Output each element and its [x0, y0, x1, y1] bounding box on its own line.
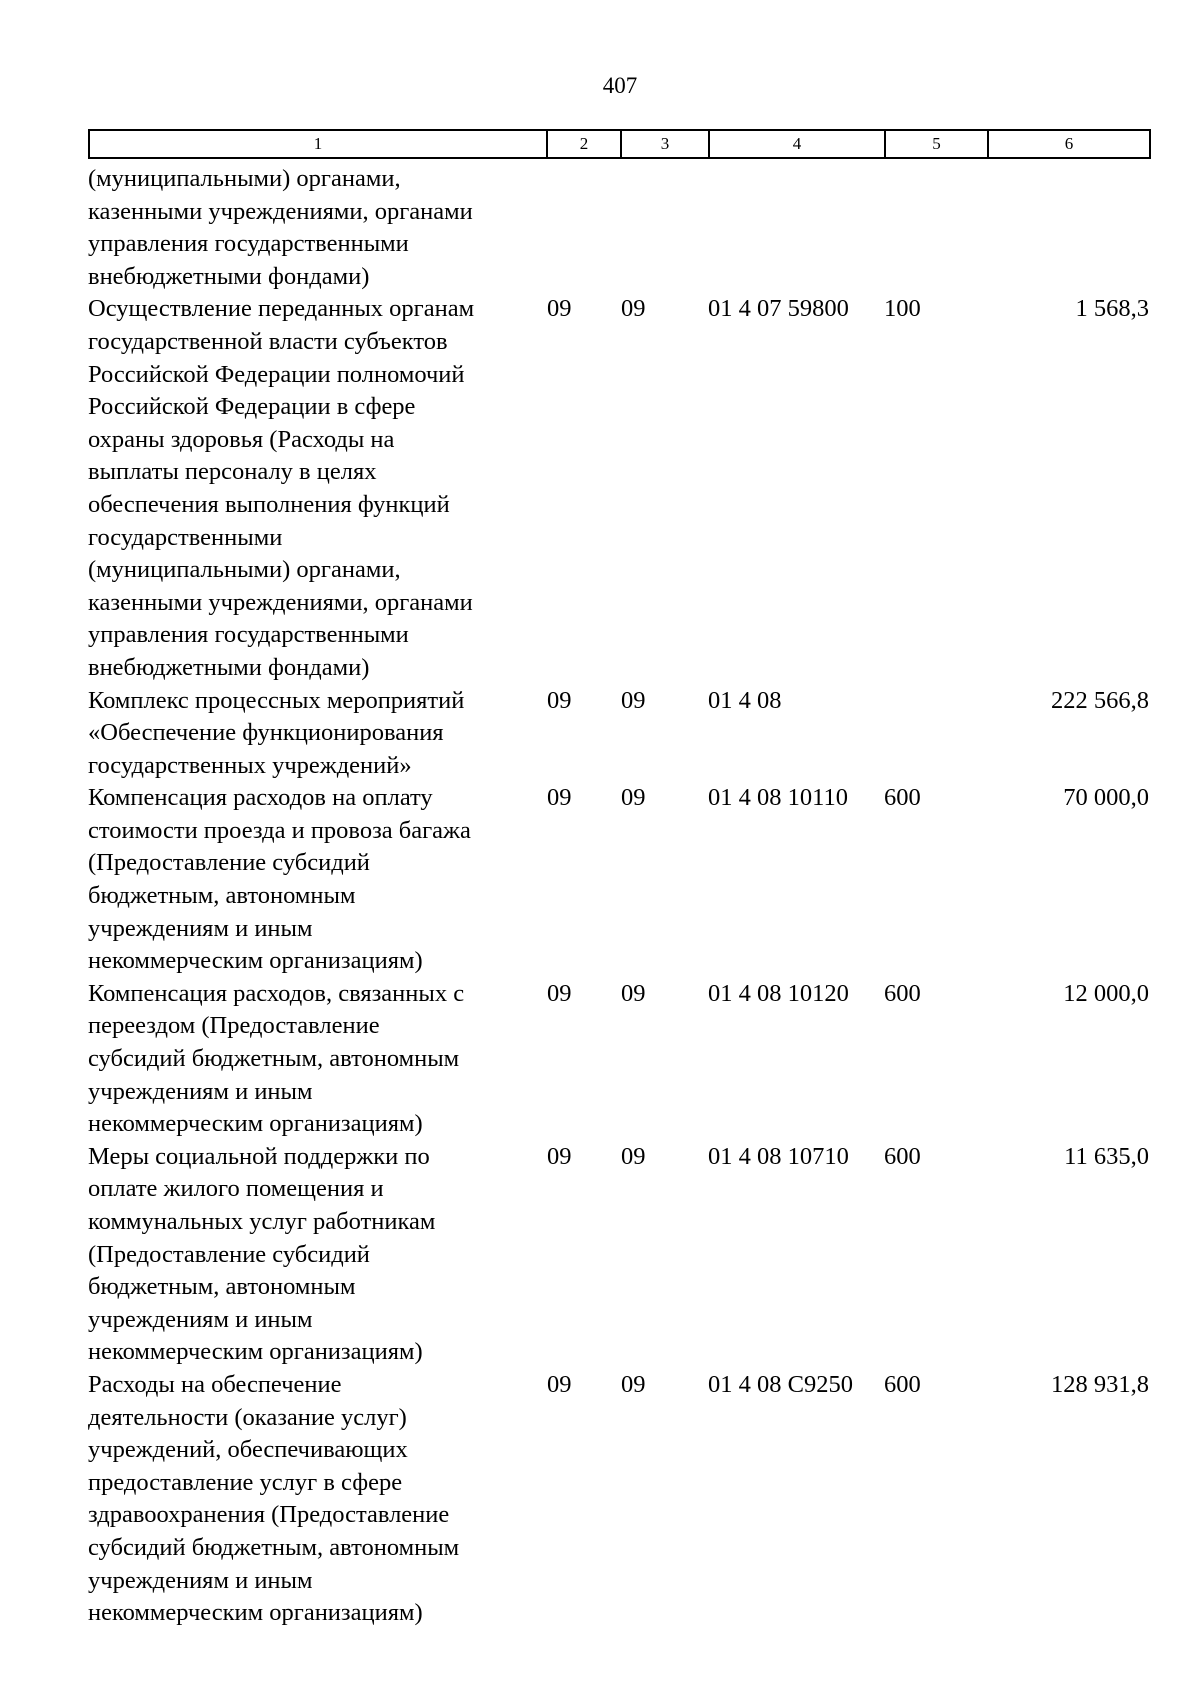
row-section: 09 — [547, 979, 572, 1007]
row-section: 09 — [547, 784, 572, 812]
row-name: Осуществление переданных органам государственной власти субъектов Российской Федерации полномочий Российской Федерации в сфере охраны здоровья (Расходы на выплаты персоналу в целях обеспечения выполнения функций государственными (муниципальными) органами, казенными учреждениями, органами управления государственными внебюджетными фондами) — [88, 295, 475, 681]
table-row — [88, 978, 1149, 1141]
row-name: Комплекс процессных мероприятий «Обеспечение функционирования государственных учреждений» — [88, 686, 465, 779]
table-row — [88, 1369, 1149, 1630]
row-target-article: 01 4 08 — [708, 686, 782, 714]
row-subsection: 09 — [621, 1142, 646, 1170]
row-section: 09 — [547, 686, 572, 714]
row-subsection: 09 — [621, 295, 646, 323]
row-subsection: 09 — [621, 686, 646, 714]
column-header-4: 4 — [709, 130, 885, 158]
row-target-article: 01 4 08 10110 — [708, 784, 848, 812]
row-target-article — [708, 163, 884, 293]
row-expense-type — [884, 685, 987, 783]
row-target-article: 01 4 08 10120 — [708, 979, 849, 1007]
page-number: 407 — [602, 73, 638, 98]
column-header-6: 6 — [988, 130, 1150, 158]
row-section: 09 — [547, 1370, 572, 1398]
row-expense-type: 600 — [884, 979, 921, 1007]
row-expense-type — [884, 163, 987, 293]
row-name: Меры социальной поддержки по оплате жилого помещения и коммунальных услуг работникам (Предоставление субсидий бюджетным, автономным учреждениям и иным некоммерческим организациям) — [88, 1142, 436, 1366]
row-section: 09 — [547, 295, 572, 323]
row-name: Компенсация расходов, связанных с переездом (Предоставление субсидий бюджетным, автономным учреждениям и иным некоммерческим организациям) — [88, 979, 465, 1138]
row-subsection: 09 — [621, 979, 646, 1007]
column-header-row — [88, 129, 1151, 159]
row-target-article: 01 4 08 10710 — [708, 1142, 849, 1170]
column-header-2: 2 — [547, 130, 621, 158]
row-amount: 12 000,0 — [1063, 979, 1149, 1007]
row-amount: 222 566,8 — [1051, 686, 1149, 714]
table-row — [88, 293, 1149, 684]
table-row — [88, 685, 1149, 783]
row-expense-type: 600 — [884, 784, 921, 812]
row-name: (муниципальными) органами, казенными учреждениями, органами управления государственными внебюджетными фондами) — [88, 165, 473, 290]
row-amount: 11 635,0 — [1064, 1142, 1149, 1170]
column-header-3: 3 — [621, 130, 709, 158]
row-expense-type: 600 — [884, 1142, 921, 1170]
row-subsection — [620, 163, 708, 293]
row-subsection: 09 — [621, 1370, 646, 1398]
row-expense-type: 600 — [884, 1370, 921, 1398]
row-name: Компенсация расходов на оплату стоимости проезда и провоза багажа (Предоставление субсидий бюджетным, автономным учреждениям и иным некоммерческим организациям) — [88, 784, 471, 975]
table-row — [88, 163, 1149, 293]
row-expense-type: 100 — [884, 295, 921, 323]
row-name: Расходы на обеспечение деятельности (оказание услуг) учреждений, обеспечивающих предоставление услуг в сфере здравоохранения (Предоставление субсидий бюджетным, автономным учреждениям и иным некоммерческим организациям) — [88, 1370, 460, 1627]
row-subsection: 09 — [621, 784, 646, 812]
row-amount: 128 931,8 — [1051, 1370, 1149, 1398]
table-row — [88, 782, 1149, 978]
row-target-article: 01 4 08 C9250 — [708, 1370, 853, 1398]
row-amount: 70 000,0 — [1063, 784, 1149, 812]
column-header-5: 5 — [885, 130, 988, 158]
row-amount — [987, 163, 1149, 293]
row-section: 09 — [547, 1142, 572, 1170]
table-row — [88, 1141, 1149, 1369]
budget-table — [88, 163, 1149, 1630]
row-section — [546, 163, 620, 293]
column-header-1: 1 — [89, 130, 547, 158]
row-target-article: 01 4 07 59800 — [708, 295, 849, 323]
row-amount: 1 568,3 — [1075, 295, 1149, 323]
